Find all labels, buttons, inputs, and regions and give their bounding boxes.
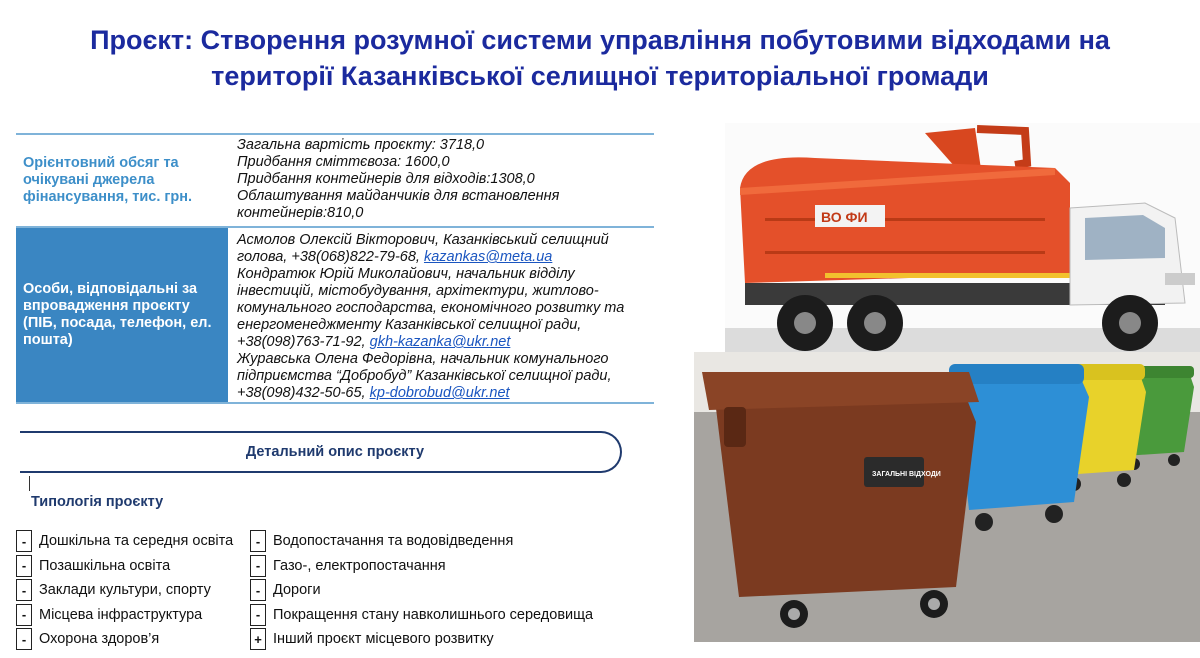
typology-item — [250, 578, 593, 603]
typology-title: Типологія проєкту — [31, 494, 164, 510]
typology-label: Місцева інфраструктура — [39, 606, 203, 623]
person-entry — [237, 351, 654, 402]
typology-label: Охорона здоров’я — [39, 631, 160, 648]
typology-item — [16, 603, 233, 628]
typology-label: Дороги — [273, 582, 321, 599]
person-text: Асмолов Олексій Вікторович, Казанківський селищний голова, +38(068)822-79-68, — [237, 232, 609, 265]
typology-mark: - — [16, 604, 32, 626]
typology-mark: - — [16, 530, 32, 552]
typology-left-column — [16, 529, 233, 652]
person-text: Журавська Олена Федорівна, начальник комунального підприємства “Добробуд” Казанківської селищної ради, +38(098)432-50-65, — [237, 351, 612, 401]
persons-row — [16, 226, 654, 404]
typology-right-column — [250, 529, 593, 652]
waste-bins-photo — [694, 352, 1200, 642]
bin-sticker: ЗАГАЛЬНІ ВІДХОДИ — [872, 471, 941, 478]
person-text: Кондратюк Юрій Миколайович, начальник відділу інвестицій, містобудування, архітектури, житлово-комунального господарства, економічного розвитку та енергоменеджменту Казанківської селищної ради, +38(098)763-71-92, — [237, 266, 625, 350]
typology-item — [250, 603, 593, 628]
typology-label: Газо-, електропостачання — [273, 557, 446, 574]
typology-item — [250, 554, 593, 579]
truck-plate: ВО ФИ — [821, 209, 868, 225]
typology-label: Позашкільна освіта — [39, 557, 171, 574]
typology-item — [250, 529, 593, 554]
typology-label: Покращення стану навколишнього середовища — [273, 606, 594, 623]
financing-details — [228, 135, 654, 226]
garbage-truck-photo — [725, 123, 1200, 358]
financing-line: Придбання сміттєвоза: 1600,0 — [237, 154, 450, 170]
detail-description-banner — [20, 431, 622, 473]
typology-label: Водопостачання та водовідведення — [273, 533, 514, 550]
financing-line: Облаштування майданчиків для встановлення контейнерів:810,0 — [237, 188, 560, 221]
typology-mark: - — [16, 555, 32, 577]
email-link[interactable]: gkh-kazanka@ukr.net — [369, 334, 511, 350]
typology-label: Інший проєкт місцевого розвитку — [273, 631, 494, 648]
title-line-1: Проєкт: Створення розумної системи управління побутовими відходами на — [90, 25, 1110, 55]
page-title — [0, 22, 1200, 94]
person-entry — [237, 266, 654, 351]
typology-item — [16, 578, 233, 603]
typology-label: Заклади культури, спорту — [39, 582, 211, 599]
typology-mark: - — [250, 530, 266, 552]
detail-heading: Детальний опис проєкту — [245, 444, 425, 460]
financing-row — [16, 133, 654, 226]
typology-label: Дошкільна та середня освіта — [39, 533, 234, 550]
typology-item — [250, 627, 593, 652]
typology-item — [16, 529, 233, 554]
financing-label: Орієнтовний обсяг та очікувані джерела фінансування, тис. грн. — [16, 135, 228, 226]
typology-mark: - — [16, 628, 32, 650]
financing-line: Придбання контейнерів для відходів:1308,0 — [237, 171, 535, 187]
text-cursor — [29, 476, 30, 491]
persons-label: Особи, відповідальні за впровадження проєкту (ПІБ, посада, телефон, ел. пошта) — [16, 228, 228, 402]
email-link[interactable]: kazankas@meta.ua — [423, 249, 553, 265]
title-line-2: території Казанківської селищної територіальної громади — [211, 61, 989, 91]
typology-mark: - — [16, 579, 32, 601]
email-link[interactable]: kp-dobrobud@ukr.net — [369, 385, 510, 401]
typology-item — [16, 627, 233, 652]
typology-mark: + — [250, 628, 266, 650]
project-info-table — [16, 133, 654, 404]
typology-item — [16, 554, 233, 579]
financing-line: Загальна вартість проєкту: 3718,0 — [237, 137, 485, 153]
person-entry — [237, 232, 654, 266]
typology-mark: - — [250, 604, 266, 626]
persons-details — [228, 228, 654, 402]
typology-mark: - — [250, 555, 266, 577]
typology-mark: - — [250, 579, 266, 601]
